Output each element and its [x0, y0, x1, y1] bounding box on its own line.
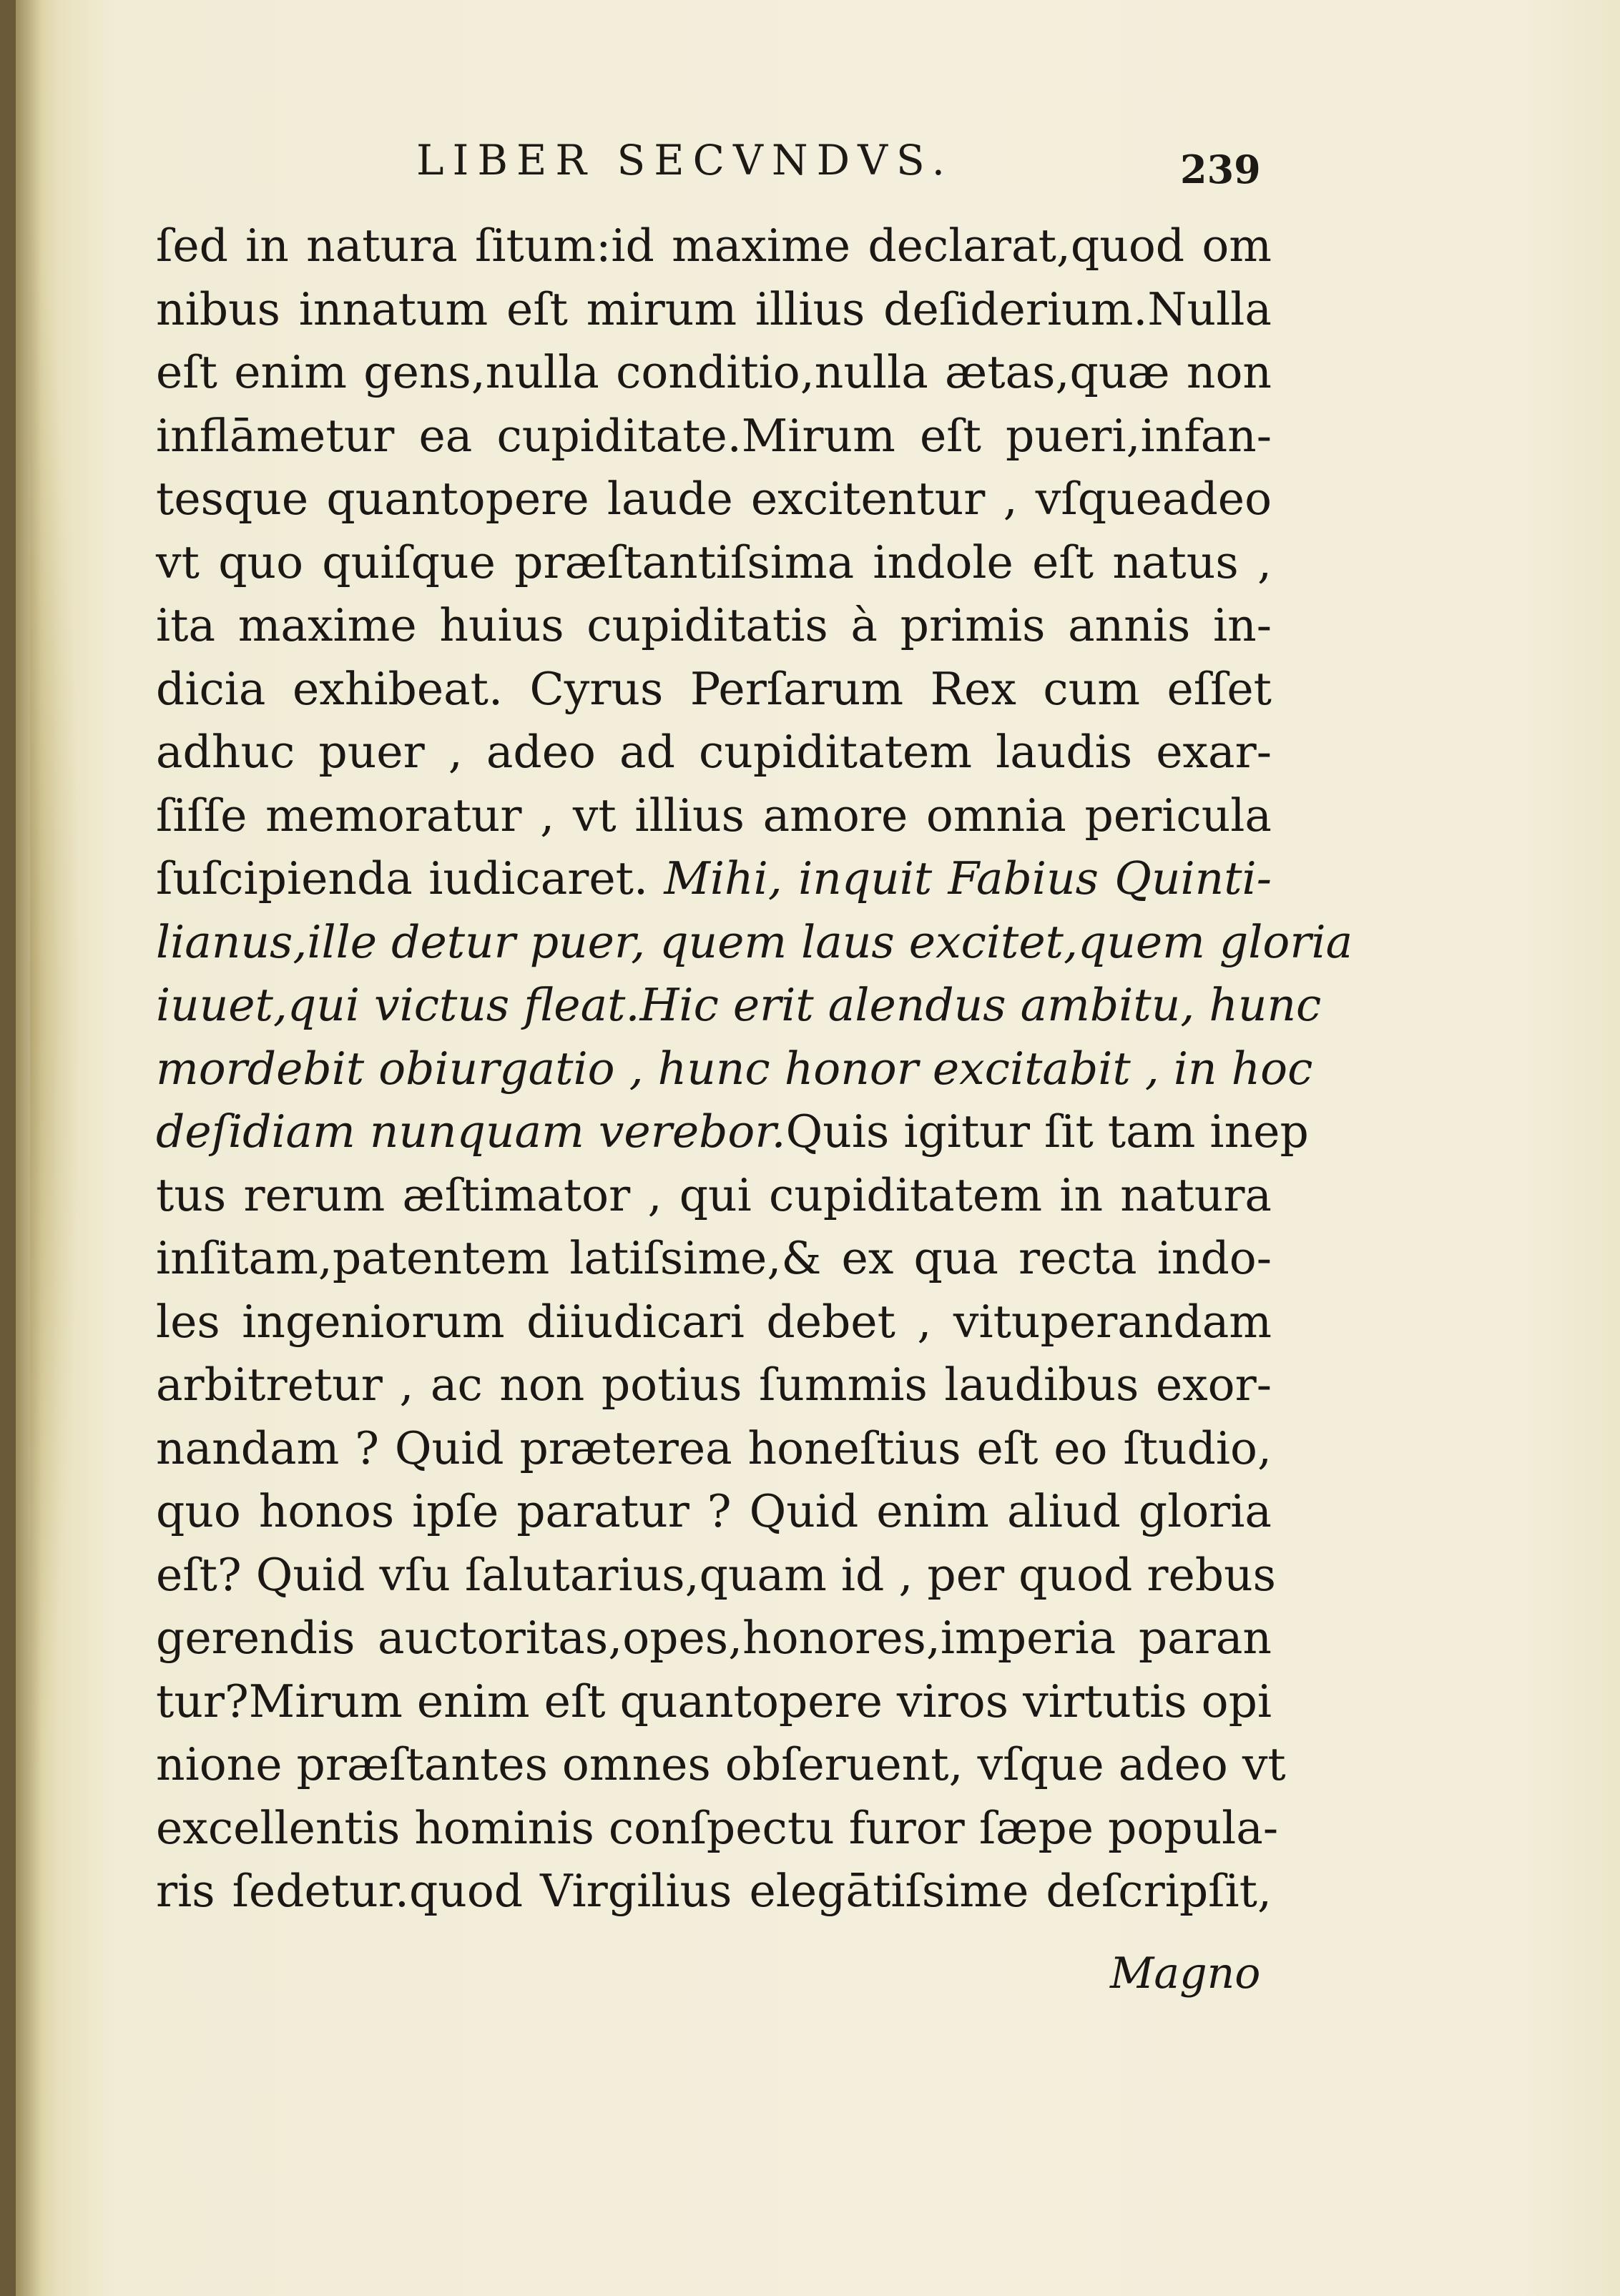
text-line: inſitam,patentem latiſsime,& ex qua recta indo-: [156, 1232, 1272, 1284]
page-number: 239: [1180, 147, 1261, 192]
text-line: tus rerum æſtimator , qui cupiditatem in natura: [156, 1168, 1272, 1221]
catchword: Magno: [1110, 1948, 1261, 1999]
text-line: deſidiam nunquam verebor.Quis igitur ſit tam inep: [156, 1105, 1309, 1158]
text-line: eſt? Quid vſu ſalutarius,quam id , per quod rebus: [156, 1548, 1276, 1601]
text-line: vt quo quiſque præſtantiſsima indole eſt natus ,: [156, 536, 1272, 588]
text-line: mordebit obiurgatio , hunc honor excitabit , in hoc: [156, 1042, 1313, 1095]
text-line: eſt enim gens,nulla conditio,nulla ætas,quæ non: [156, 346, 1272, 398]
text-line: dicia exhibeat. Cyrus Perſarum Rex cum eſſet: [156, 662, 1272, 715]
text-line: ris ſedetur.quod Virgilius elegātiſsime deſcripſit,: [156, 1865, 1272, 1917]
text-line: gerendis auctoritas,opes,honores,imperia paran: [156, 1612, 1272, 1664]
text-line: quo honos ipſe paratur ? Quid enim aliud gloria: [156, 1485, 1272, 1537]
text-line: tur?Mirum enim eſt quantopere viros virtutis opi: [156, 1675, 1272, 1728]
text-line: ſed in natura ſitum:id maxime declarat,quod om: [156, 220, 1272, 272]
body-text: [156, 215, 1353, 1923]
book-page: [16, 0, 1620, 2296]
text-line: arbitretur , ac non potius ſummis laudibus exor-: [156, 1359, 1272, 1411]
text-line: tesque quantopere laude excitentur , vſqueadeo: [156, 473, 1272, 525]
page-stain: [30, 215, 80, 1788]
text-line: adhuc puer , adeo ad cupiditatem laudis exar-: [156, 726, 1272, 778]
text-line: excellentis hominis conſpectu furor ſæpe popula-: [156, 1801, 1279, 1854]
text-line: ſiſſe memoratur , vt illius amore omnia pericula: [156, 789, 1272, 842]
text-line: lianus,ille detur puer, quem laus excitet,quem gloria: [156, 915, 1353, 968]
text-line: nandam ? Quid præterea honeſtius eſt eo ſtudio,: [156, 1422, 1272, 1474]
text-line: iuuet,qui victus fleat.Hic erit alendus ambitu, hunc: [156, 979, 1322, 1031]
text-line: nione præſtantes omnes obſeruent, vſque adeo vt: [156, 1738, 1286, 1790]
running-head: LIBER SECVNDVS.: [416, 136, 954, 184]
text-line: les ingeniorum diiudicari debet , vituperandam: [156, 1295, 1272, 1348]
text-line: ſuſcipienda iudicaret. Mihi, inquit Fabius Quinti-: [156, 852, 1272, 905]
text-line: ita maxime huius cupiditatis à primis annis in-: [156, 599, 1272, 651]
text-line: nibus innatum eſt mirum illius deſiderium.Nulla: [156, 282, 1272, 335]
text-line: inflāmetur ea cupiditate.Mirum eſt pueri,infan-: [156, 409, 1272, 462]
